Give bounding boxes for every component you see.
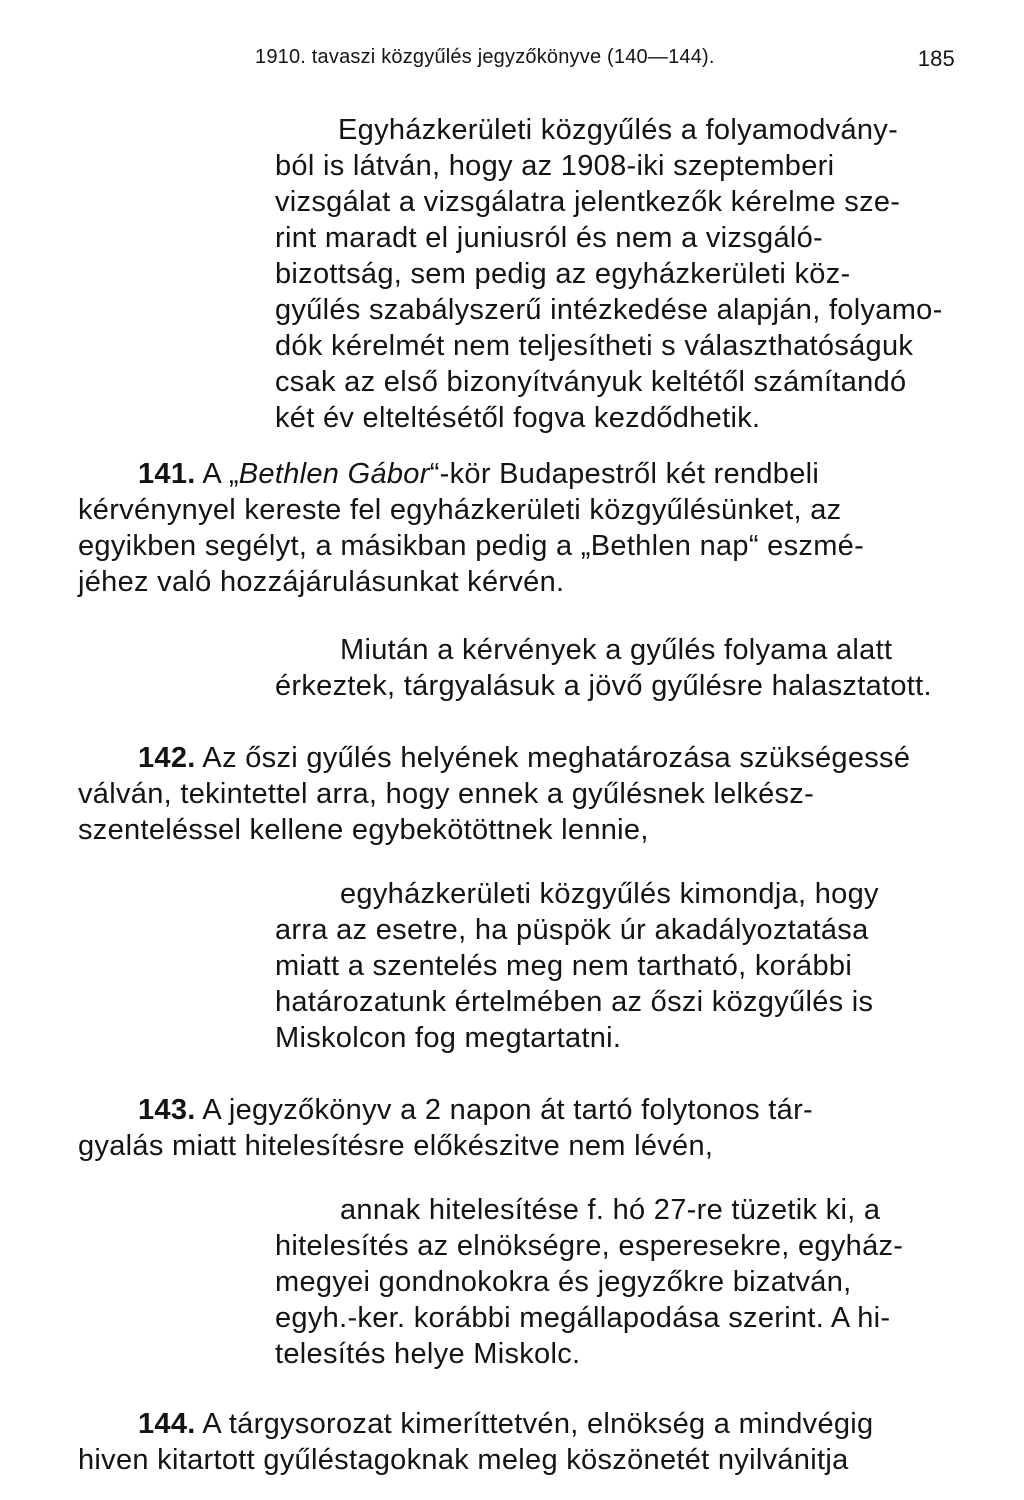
text-span: A „: [202, 458, 239, 490]
text-line: megyei gondnokokra és jegyzőkre bizatván,: [275, 1266, 852, 1298]
text-line: szenteléssel kellene egybekötöttnek lennie,: [78, 814, 649, 846]
text-line: két év elteltésétől fogva kezdődhetik.: [275, 402, 761, 434]
text-line: jéhez való hozzájárulásunkat kérvén.: [78, 566, 565, 598]
text-line: válván, tekintettel arra, hogy ennek a gyűlésnek lelkész-: [78, 778, 815, 810]
text-line: csak az első bizonyítványuk keltétől számítandó: [275, 366, 907, 398]
section-number: 142.: [138, 742, 196, 774]
text-line: Miután a kérvények a gyűlés folyama alatt: [340, 634, 893, 666]
text-line: Miskolcon fog megtartatni.: [275, 1022, 622, 1054]
text-line: Egyházkerületi közgyűlés a folyamodvány-: [338, 114, 899, 146]
text-line: érkeztek, tárgyalásuk a jövő gyűlésre halasztatott.: [275, 670, 932, 702]
text-line: bizottság, sem pedig az egyházkerületi köz-: [275, 258, 851, 290]
text-line: miatt a szentelés meg nem tartható, korábbi: [275, 950, 853, 982]
section-number: 141.: [138, 458, 196, 490]
section-number: 144.: [138, 1408, 196, 1440]
text-line: rint maradt el juniusról és nem a vizsgáló-: [275, 222, 824, 254]
text-line: egyházkerületi közgyűlés kimondja, hogy: [340, 878, 879, 910]
text-line: dók kérelmét nem teljesítheti s választhatóságuk: [275, 330, 914, 362]
text-line: hiven kitartott gyűléstagoknak meleg köszönetét nyilvánitja: [78, 1444, 849, 1476]
section-143-first-line: [138, 1092, 813, 1128]
section-141-first-line: [138, 456, 819, 492]
running-title: 1910. tavaszi közgyűlés jegyzőkönyve (140—144).: [255, 46, 715, 68]
text-line: gyalás miatt hitelesítésre előkészitve nem lévén,: [78, 1130, 714, 1162]
text-line: hitelesítés az elnökségre, esperesekre, egyház-: [275, 1230, 904, 1262]
text-line: arra az esetre, ha püspök úr akadályoztatása: [275, 914, 869, 946]
text-line: telesítés helye Miskolc.: [275, 1338, 581, 1370]
text-span: A jegyzőkönyv a 2 napon át tartó folytonos tár-: [202, 1094, 813, 1126]
page-number: 185: [917, 46, 955, 71]
section-144-first-line: [138, 1406, 873, 1442]
text-line: annak hitelesítése f. hó 27-re tüzetik ki, a: [340, 1194, 881, 1226]
text-line: egyh.-ker. korábbi megállapodása szerint. A hi-: [275, 1302, 891, 1334]
section-142-first-line: [138, 740, 910, 776]
section-number: 143.: [138, 1094, 196, 1126]
page-header: [255, 46, 955, 76]
text-line: egyikben segélyt, a másikban pedig a „Bethlen nap“ eszmé-: [78, 530, 865, 562]
text-span: A tárgysorozat kimeríttetvén, elnökség a mindvégig: [202, 1408, 874, 1440]
society-name: Bethlen Gábor: [238, 458, 430, 490]
text-line: ból is látván, hogy az 1908-iki szeptemberi: [275, 150, 835, 182]
text-span: “-kör Budapestről két rendbeli: [429, 458, 820, 490]
text-line: gyűlés szabályszerű intézkedése alapján, folyamo-: [275, 294, 943, 326]
text-line: kérvénynyel kereste fel egyházkerületi közgyűlésünket, az: [78, 494, 842, 526]
text-span: Az őszi gyűlés helyének meghatározása szükségessé: [202, 742, 911, 774]
text-line: határozatunk értelmében az őszi közgyűlés is: [275, 986, 874, 1018]
text-line: vizsgálat a vizsgálatra jelentkezők kérelme sze-: [275, 186, 901, 218]
